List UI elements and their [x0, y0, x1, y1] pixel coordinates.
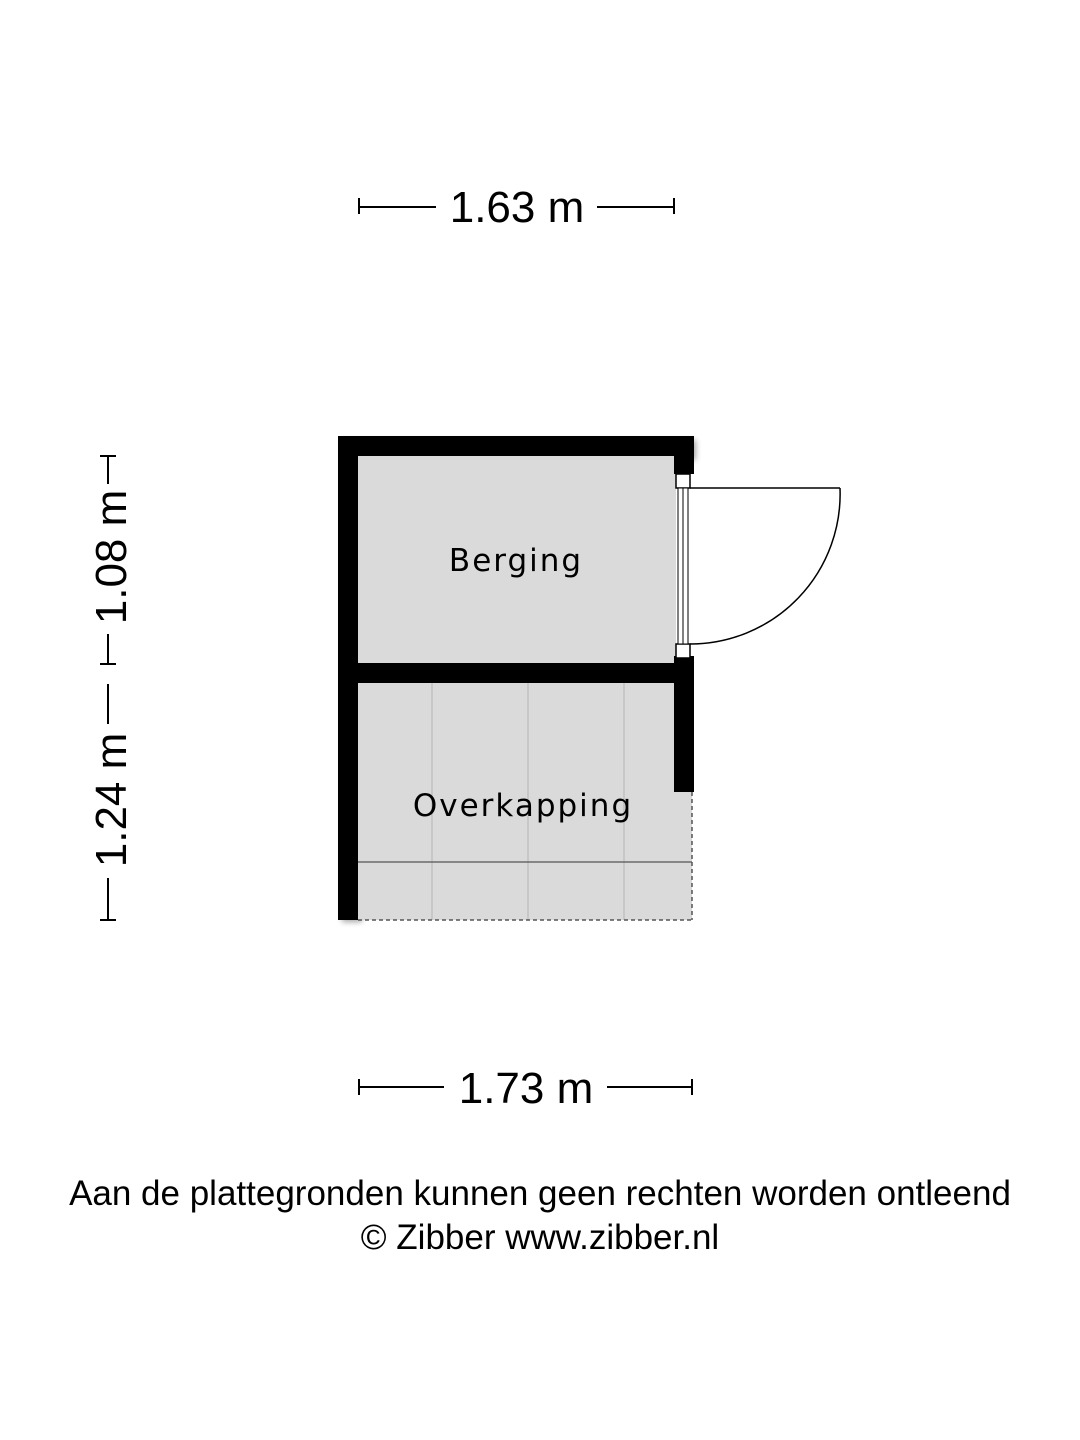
- disclaimer-text: Aan de plattegronden kunnen geen rechten worden ontleend: [69, 1174, 1011, 1213]
- wall-middle: [358, 663, 694, 683]
- room-label-overkapping: Overkapping: [412, 788, 634, 824]
- overkapping-depth-label: 1.24 m: [87, 732, 136, 868]
- copyright-text: © Zibber www.zibber.nl: [360, 1218, 720, 1257]
- door-frame: [676, 474, 690, 658]
- bottom-width-label: 1.73 m: [458, 1064, 594, 1113]
- bottom-width-dimension: [359, 1064, 692, 1113]
- berging-depth-label: 1.08 m: [87, 489, 136, 625]
- top-width-label: 1.63 m: [449, 183, 585, 232]
- wall-left: [338, 436, 358, 920]
- wall-top: [338, 436, 694, 456]
- left-depth-dimension: [87, 456, 136, 920]
- top-width-dimension: [359, 183, 674, 232]
- door-swing: [690, 488, 840, 644]
- wall-right-upper: [674, 436, 694, 474]
- room-label-berging: Berging: [448, 543, 584, 579]
- wall-right-lower: [674, 656, 694, 792]
